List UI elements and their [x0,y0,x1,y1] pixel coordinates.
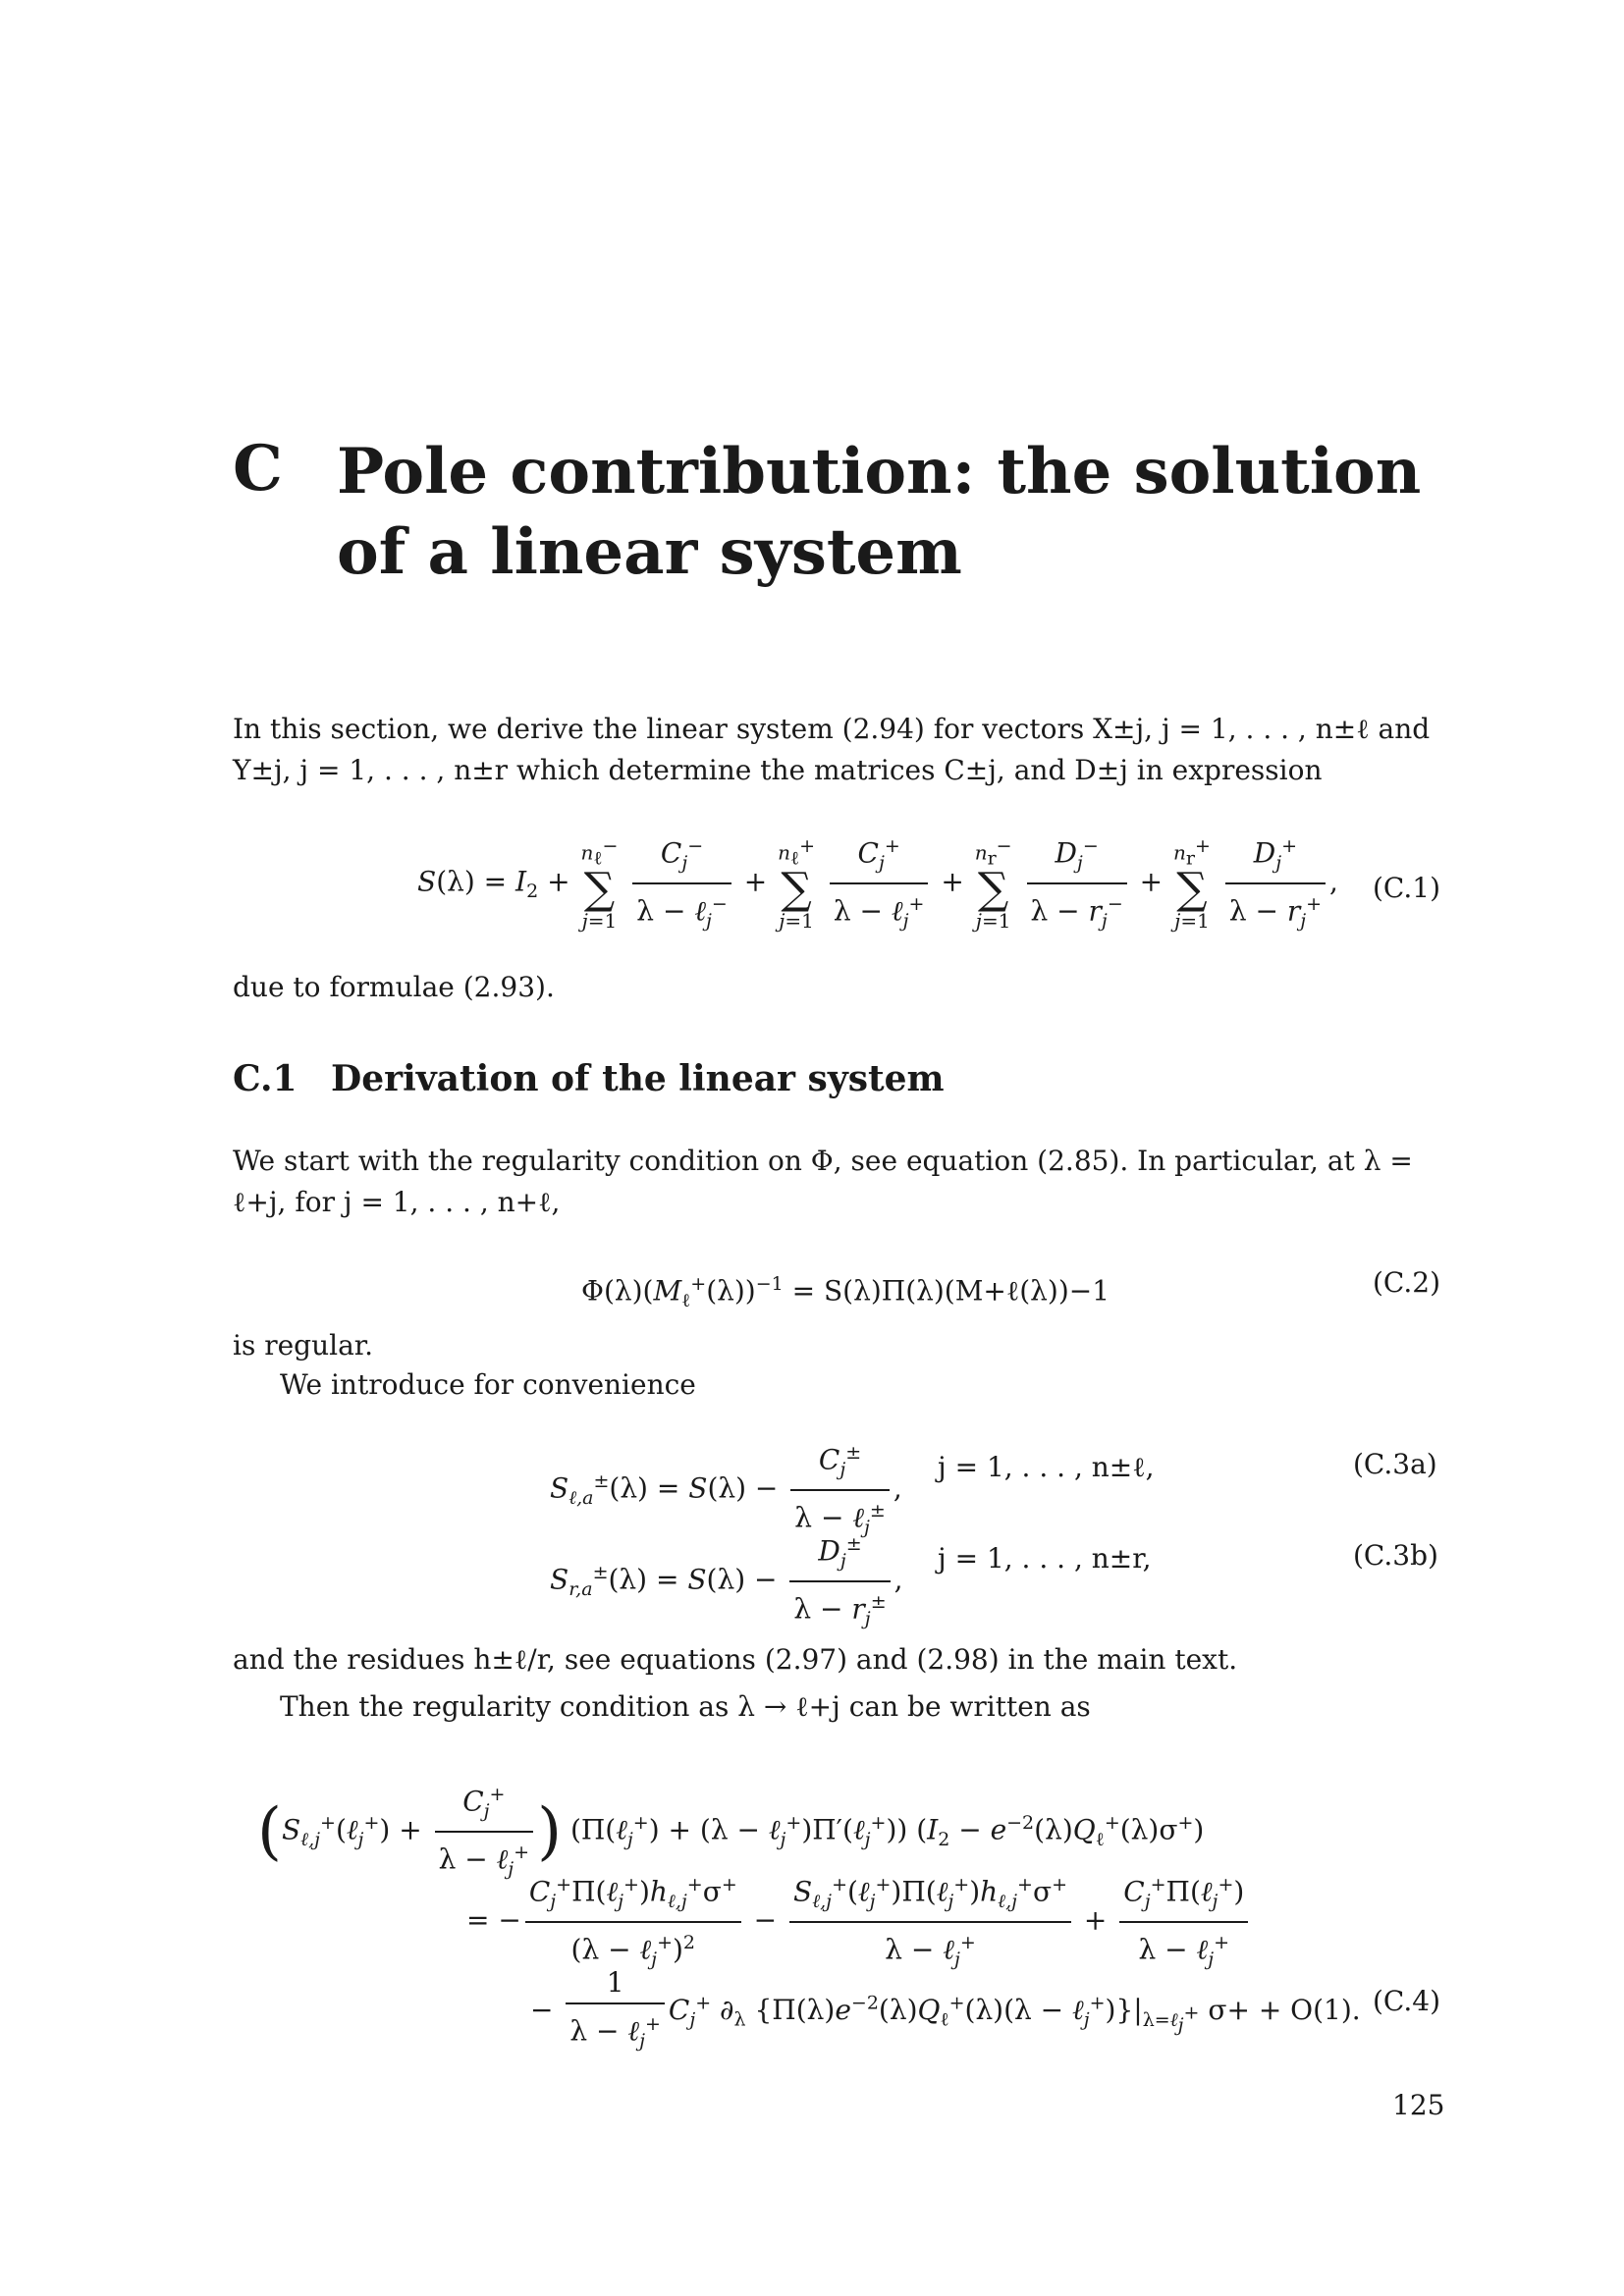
is-regular-text: is regular. [233,1329,373,1362]
introduce-text: We introduce for convenience [280,1368,696,1401]
appendix-number: C [233,432,283,506]
appendix-title: Pole contribution: the solution of a linear system [337,435,1422,589]
then-paragraph: Then the regularity condition as λ → ℓ+j can be written as [280,1690,1091,1723]
equation-label-c1: (C.1) [1373,872,1440,904]
residues-paragraph: and the residues h±ℓ/r, see equations (2.97) and (2.98) in the main text. [233,1643,1238,1676]
after-c1-text: due to formulae (2.93). [233,971,555,1003]
equation-c3a-condition: j = 1, . . . , n±ℓ, [938,1451,1155,1483]
section-number: C.1 [233,1058,298,1099]
page-number: 125 [1392,2089,1445,2121]
equation-c3a: $S_{\ell,a}^\pm(\lambda) = S(\lambda)$ − $\frac{C_j^\pm}{\lambda - \ell_j^\pm}$ , [550,1433,902,1547]
equation-c3b-condition: j = 1, . . . , n±r, [938,1542,1152,1575]
equation-label-c2: (C.2) [1373,1266,1440,1299]
regularity-paragraph: We start with the regularity condition on Φ, see equation (2.85). In particular, at λ = ℓ+j, for j = 1, . . . , n+ℓ, [233,1145,1413,1218]
equation-c3b: $S_{r,a}^\pm(\lambda) = S(\lambda)$ − $\frac{D_j^\pm}{\lambda - r_j^\pm}$ , [550,1524,903,1638]
equation-c4-line1: ($S_{\ell,j}^+(\ell_j^+)$ + $\frac{C_j^+}{\lambda - \ell_j^+}$ ) (Π(ℓ$_j$+) + (λ − ℓ$_j$+)Π′(ℓ$_j$+)) $(I_2 - e^{-2}(\lambda)Q_\ell^+(\lambda)\sigma^+)$ [257,1775,1204,1889]
equation-label-c3a: (C.3a) [1353,1448,1437,1480]
equation-c1: $S(\lambda) = I_2$ + $n_\ell^-$ ∑ j=1 $\frac{C_j^-}{\lambda - \ell_j^-}$ + $n_\ell^+$ ∑ j=1 $\frac{C_j^+}{\lambda - \ell_j^+}$ + $n_r^-$ ∑ j=1 $\frac{D_j^-}{\lambda - r_j^-}$ + $n_r^+$ ∑ j=1 $\frac{D_j^+}{\lambda - r_j^+}$ , [417,827,1338,940]
intro-paragraph: In this section, we derive the linear system (2.94) for vectors X±j, j = 1, . . . , n±ℓ and Y±j, j = 1, . . . , n±r which determine the matrices C±j, and D±j in expression [233,713,1431,786]
section-title: Derivation of the linear system [331,1058,945,1099]
equation-c4-line2: = − $\frac{C_j^+\Pi(\ell_j^+)h_{\ell,j}^+\sigma^+}{(\lambda - \ell_j^+)^2}$ − $\frac{S_{\ell,j}^+(\ell_j^+)\Pi(\ell_j^+)h_{\ell,j}^+\sigma^+}{\lambda - \ell_j^+}$ + $\frac{C_j^+\Pi(\ell_j^+)}{\lambda - \ell_j^+}$ [466,1865,1252,1979]
equation-c4-line3: − $\frac{1}{\lambda - \ell_j^+}$ $C_j^+$ $\partial_\lambda$ {$\Pi(\lambda)e^{-2}(\lambda)Q_\ell^+(\lambda)(\lambda$ − $\ell_j^+)\}|_{\lambda=\ell_j^+}$ σ+ + O(1). [530,1963,1361,2060]
equation-c4-tail: σ+ + O(1). [1208,1993,1361,2026]
equation-c2-rhs: = S(λ)Π(λ)(M+ℓ(λ))−1 [791,1274,1110,1308]
equation-label-c4: (C.4) [1373,1985,1440,2017]
equation-label-c3b: (C.3b) [1353,1539,1438,1572]
equation-c2: $\Phi(\lambda)(M_\ell^+(\lambda))^{-1}$ = S(λ)Π(λ)(M+ℓ(λ))−1 [581,1273,1110,1311]
